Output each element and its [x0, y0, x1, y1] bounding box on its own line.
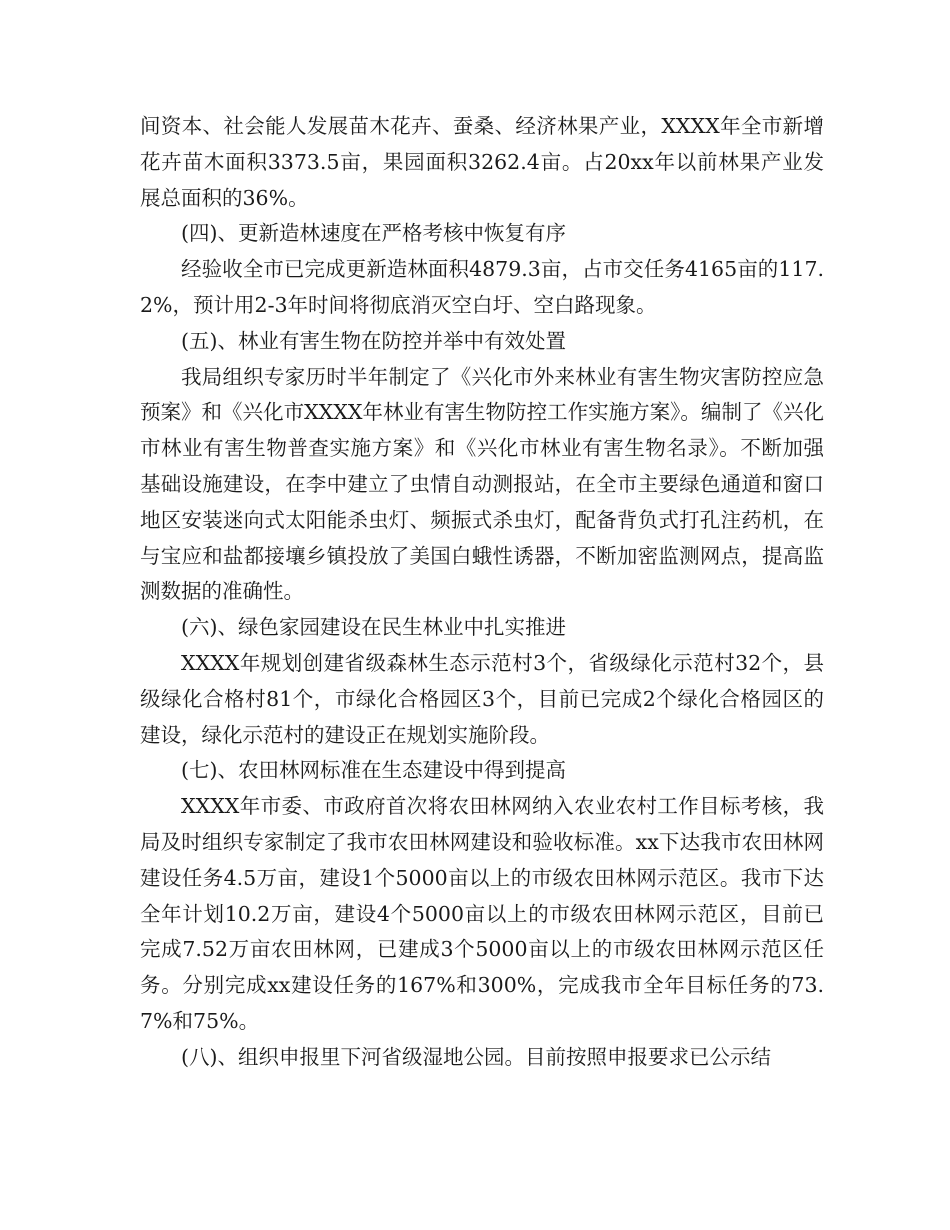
paragraph-farmland-network: XXXX年市委、市政府首次将农田林网纳入农业农村工作目标考核，我局及时组织专家制定了我市农田林网建设和验收标准。xx下达我市农田林网建设任务4.5万亩，建设1个5000亩以上的市级农田林网示范区。我市下达全年计划10.2万亩，建设4个5000亩以上的市级农田林网示范区，目前已完成7.52万亩农田林网，已建成3个5000亩以上的市级农田林网示范区任务。分别完成xx建设任务的167%和300%，完成我市全年目标任务的73.7%和75%。 — [140, 794, 824, 1033]
section-heading-8: (八)、组织申报里下河省级湿地公园。目前按照申报要求已公示结 — [181, 1044, 771, 1069]
paragraph-reforestation: 经验收全市已完成更新造林面积4879.3亩，占市交任务4165亩的117.2%，预计用2-3年时间将彻底消灭空白圩、空白路现象。 — [140, 257, 824, 317]
paragraph-pest-control: 我局组织专家历时半年制定了《兴化市外来林业有害生物灾害防控应急预案》和《兴化市XXXX年林业有害生物防控工作实施方案》。编制了《兴化市林业有害生物普查实施方案》和《兴化市林业有害生物名录》。不断加强基础设施建设，在李中建立了虫情自动测报站，在全市主要绿色通道和窗口地区安装迷向式太阳能杀虫灯、频振式杀虫灯，配备背负式打孔注药机，在与宝应和盐都接壤乡镇投放了美国白蛾性诱器，不断加密监测网点，提高监测数据的准确性。 — [140, 364, 824, 604]
section-heading-6: (六)、绿色家园建设在民生林业中扎实推进 — [181, 615, 566, 640]
document-body — [140, 109, 824, 1076]
section-heading-7: (七)、农田林网标准在生态建设中得到提高 — [181, 758, 566, 783]
paragraph-continuation: 间资本、社会能人发展苗木花卉、蚕桑、经济林果产业，XXXX年全市新增花卉苗木面积3373.5亩，果园面积3262.4亩。占20xx年以前林果产业发展总面积的36%。 — [140, 114, 824, 210]
paragraph-green-homes: XXXX年规划创建省级森林生态示范村3个，省级绿化示范村32个，县级绿化合格村81个，市绿化合格园区3个，目前已完成2个绿化合格园区的建设，绿化示范村的建设正在规划实施阶段。 — [140, 650, 824, 747]
section-heading-4: (四)、更新造林速度在严格考核中恢复有序 — [181, 221, 566, 246]
section-heading-5: (五)、林业有害生物在防控并举中有效处置 — [181, 328, 566, 353]
